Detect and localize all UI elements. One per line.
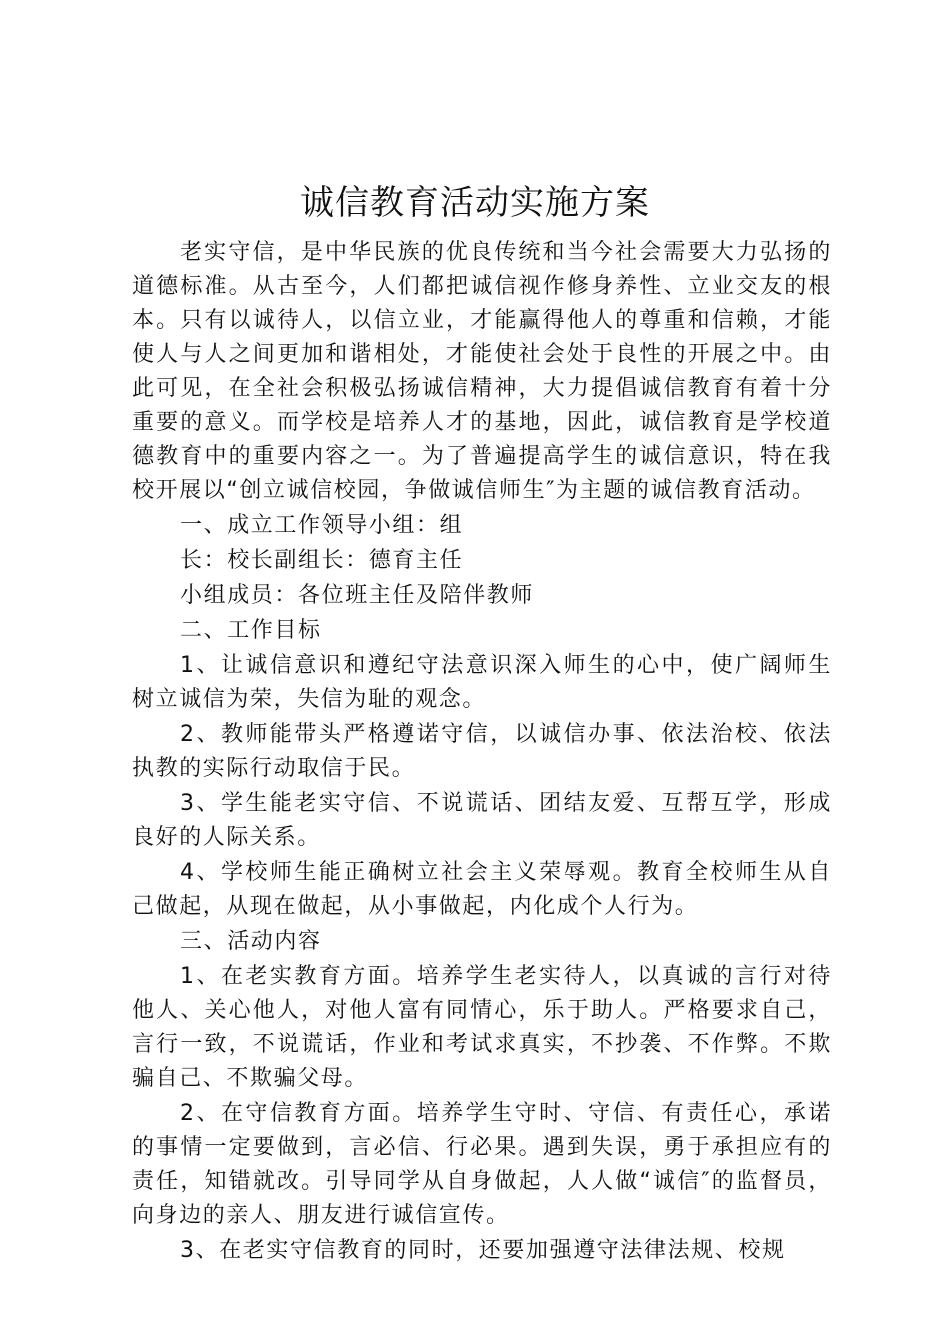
paragraph-activity-3: 3、在老实守信教育的同时，还要加强遵守法律法规、校规 [180,1238,786,1263]
paragraph-activity-2: 2、在守信教育方面。培养学生守时、守信、有责任心，承诺的事情一定要做到，言必信、行必果。遇到失误，勇于承担应有的责任，知错就改。引导同学从自身做起，人人做“诚信″的监督员，向身边的亲人、朋友进行诚信宣传。 [132,1101,832,1228]
paragraph-section-3-heading: 三、活动内容 [180,929,322,954]
paragraph-goal-3: 3、学生能老实守信、不说谎话、团结友爱、互帮互学，形成良好的人际关系。 [132,791,832,850]
paragraph-intro: 老实守信，是中华民族的优良传统和当今社会需要大力弘扬的道德标准。从古至今，人们都把诚信视作修身养性、立业交友的根本。只有以诚待人，以信立业，才能赢得他人的尊重和信赖，才能使人与人之间更加和谐相处，才能使社会处于良性的开展之中。由此可见，在全社会积极弘扬诚信精神，大力提倡诚信教育有着十分重要的意义。而学校是培养人才的基地，因此，诚信教育是学校道德教育中的重要内容之一。为了普遍提高学生的诚信意识，特在我校开展以“创立诚信校园，争做诚信师生″为主题的诚信教育活动。 [132,240,832,503]
paragraph-goal-2: 2、教师能带头严格遵诺守信，以诚信办事、依法治校、依法执教的实际行动取信于民。 [132,722,832,781]
document-title: 诚信教育活动实施方案 [300,183,650,223]
paragraph-members: 小组成员：各位班主任及陪伴教师 [180,583,535,608]
paragraph-section-1-heading: 一、成立工作领导小组：组 [180,513,464,538]
document-body [132,236,832,1269]
paragraph-goal-4: 4、学校师生能正确树立社会主义荣辱观。教育全校师生从自己做起，从现在做起，从小事做起，内化成个人行为。 [132,860,832,919]
paragraph-section-2-heading: 二、工作目标 [180,618,322,643]
paragraph-goal-1: 1、让诚信意识和遵纪守法意识深入师生的心中，使广阔师生树立诚信为荣，失信为耻的观念。 [132,653,832,712]
paragraph-leader: 长：校长副组长：德育主任 [180,548,464,573]
paragraph-activity-1: 1、在老实教育方面。培养学生老实待人，以真诚的言行对待他人、关心他人，对他人富有同情心，乐于助人。严格要求自己，言行一致，不说谎话，作业和考试求真实，不抄袭、不作弊。不欺骗自己、不欺骗父母。 [132,964,832,1091]
